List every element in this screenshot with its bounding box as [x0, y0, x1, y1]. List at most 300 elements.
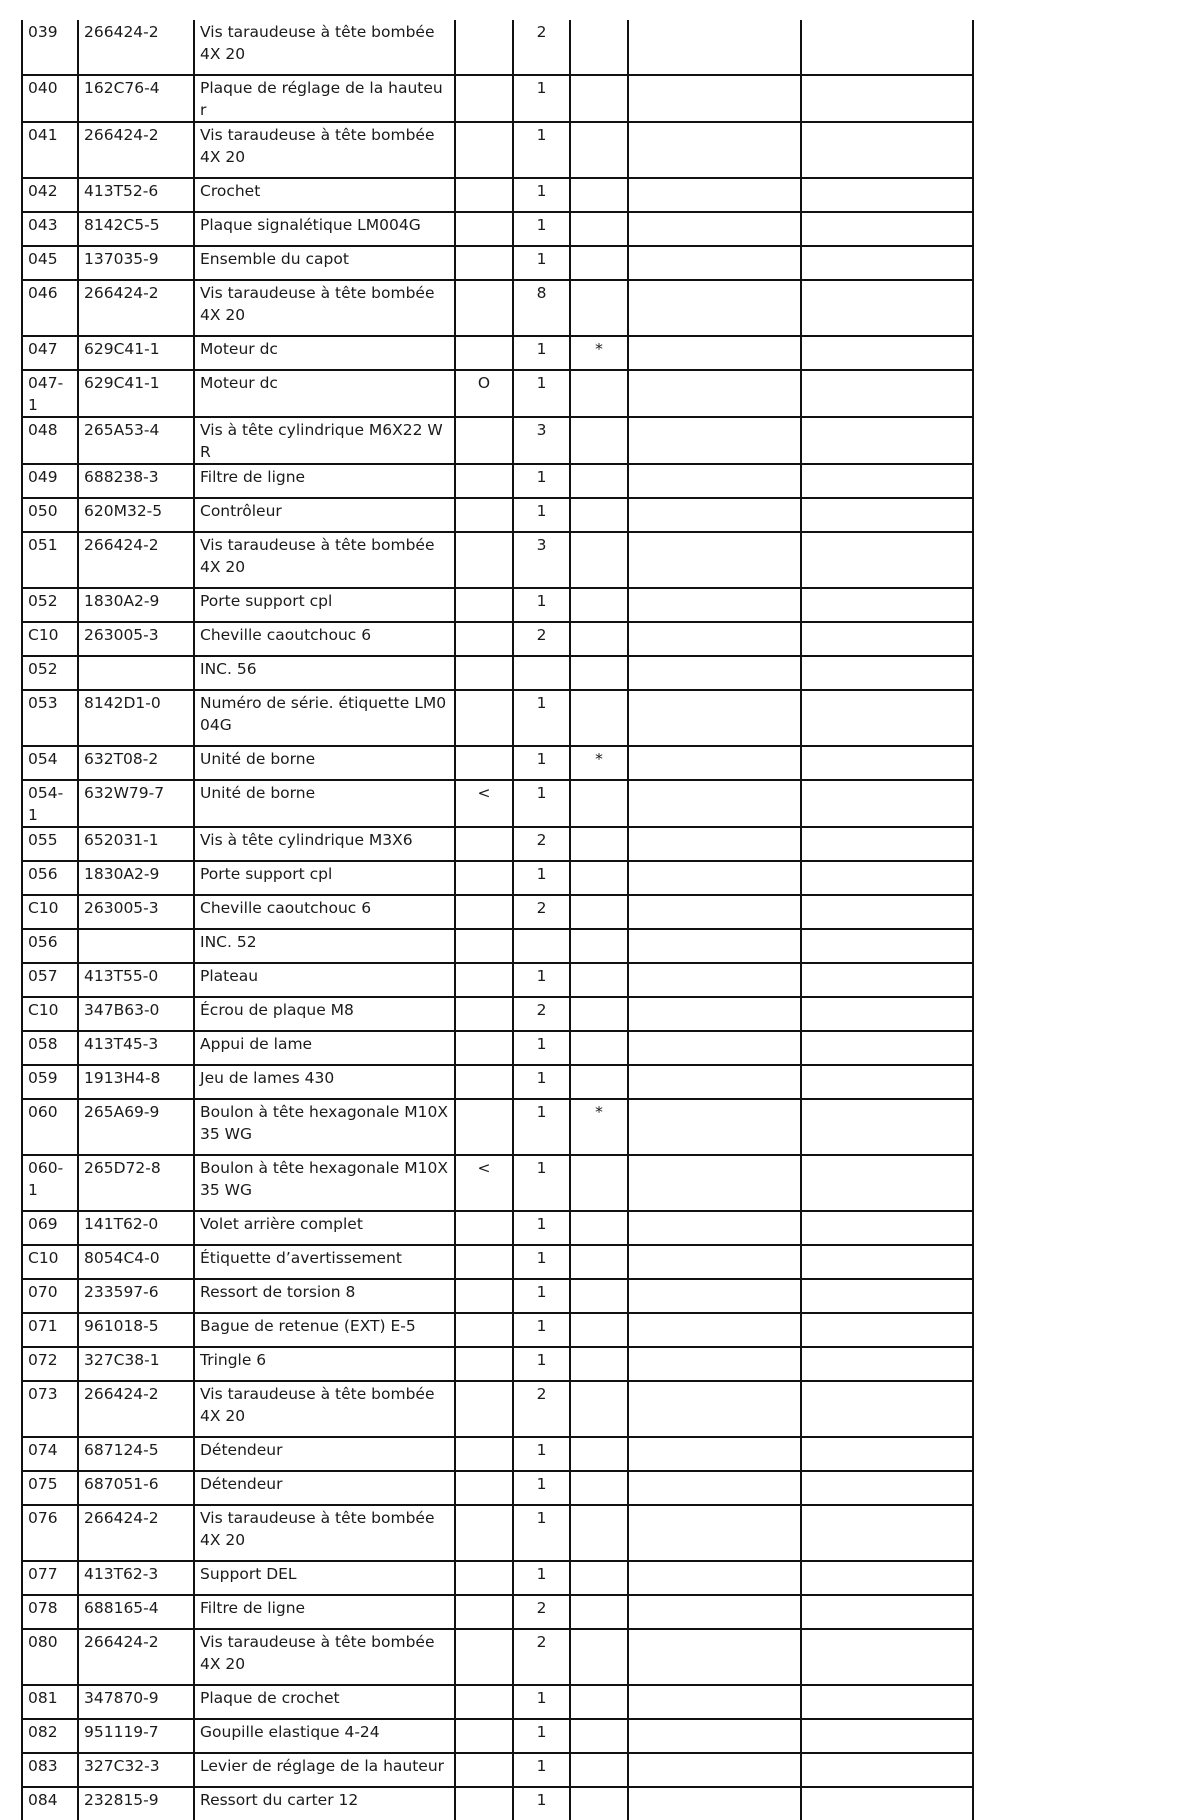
table-row — [22, 861, 973, 895]
part-number: 266424-2 — [78, 1381, 194, 1437]
row-number: C10 — [22, 1245, 78, 1279]
empty-column-2 — [801, 336, 973, 370]
row-number: 055 — [22, 827, 78, 861]
table-row — [22, 464, 973, 498]
quantity: 1 — [513, 122, 570, 178]
note-marker — [570, 656, 628, 690]
part-number: 266424-2 — [78, 532, 194, 588]
quantity: 1 — [513, 1719, 570, 1753]
part-number: 137035-9 — [78, 246, 194, 280]
part-number: 620M32-5 — [78, 498, 194, 532]
change-flag — [455, 1471, 513, 1505]
part-number: 266424-2 — [78, 20, 194, 75]
row-number: 052 — [22, 656, 78, 690]
empty-column-1 — [628, 1347, 801, 1381]
table-row — [22, 1031, 973, 1065]
part-description: Filtre de ligne — [194, 1595, 455, 1629]
part-number: 347B63-0 — [78, 997, 194, 1031]
empty-column-2 — [801, 20, 973, 75]
empty-column-2 — [801, 929, 973, 963]
empty-column-1 — [628, 963, 801, 997]
empty-column-2 — [801, 963, 973, 997]
quantity: 1 — [513, 336, 570, 370]
empty-column-1 — [628, 370, 801, 417]
table-row — [22, 336, 973, 370]
note-marker — [570, 280, 628, 336]
empty-column-1 — [628, 336, 801, 370]
change-flag — [455, 280, 513, 336]
part-description: Plateau — [194, 963, 455, 997]
empty-column-1 — [628, 498, 801, 532]
part-number: 327C32-3 — [78, 1753, 194, 1787]
quantity: 1 — [513, 588, 570, 622]
note-marker — [570, 1155, 628, 1211]
quantity: 1 — [513, 498, 570, 532]
table-row — [22, 498, 973, 532]
part-number: 1830A2-9 — [78, 588, 194, 622]
quantity: 2 — [513, 622, 570, 656]
part-description: Moteur dc — [194, 370, 455, 417]
empty-column-1 — [628, 246, 801, 280]
note-marker — [570, 1685, 628, 1719]
quantity: 2 — [513, 1595, 570, 1629]
empty-column-2 — [801, 417, 973, 464]
note-marker — [570, 1031, 628, 1065]
quantity: 2 — [513, 827, 570, 861]
quantity: 1 — [513, 246, 570, 280]
quantity: 8 — [513, 280, 570, 336]
empty-column-1 — [628, 532, 801, 588]
table-row — [22, 1099, 973, 1155]
change-flag: O — [455, 370, 513, 417]
table-row — [22, 827, 973, 861]
part-number: 265D72-8 — [78, 1155, 194, 1211]
part-number: 266424-2 — [78, 122, 194, 178]
note-marker — [570, 690, 628, 746]
table-row — [22, 963, 973, 997]
part-number: 347870-9 — [78, 1685, 194, 1719]
change-flag — [455, 1245, 513, 1279]
part-description: Unité de borne — [194, 746, 455, 780]
part-number: 629C41-1 — [78, 370, 194, 417]
note-marker: * — [570, 1099, 628, 1155]
row-number: 083 — [22, 1753, 78, 1787]
change-flag — [455, 588, 513, 622]
empty-column-2 — [801, 532, 973, 588]
part-description: Appui de lame — [194, 1031, 455, 1065]
empty-column-1 — [628, 1099, 801, 1155]
quantity: 1 — [513, 1313, 570, 1347]
row-number: 075 — [22, 1471, 78, 1505]
empty-column-1 — [628, 780, 801, 827]
note-marker — [570, 1505, 628, 1561]
table-row — [22, 1787, 973, 1820]
empty-column-2 — [801, 122, 973, 178]
part-number: 629C41-1 — [78, 336, 194, 370]
quantity: 1 — [513, 1245, 570, 1279]
part-number: 687051-6 — [78, 1471, 194, 1505]
part-number: 8054C4-0 — [78, 1245, 194, 1279]
table-row — [22, 532, 973, 588]
part-number: 1830A2-9 — [78, 861, 194, 895]
change-flag — [455, 212, 513, 246]
note-marker — [570, 178, 628, 212]
table-row — [22, 895, 973, 929]
part-description: Vis taraudeuse à tête bombée 4X 20 — [194, 1505, 455, 1561]
note-marker — [570, 1719, 628, 1753]
change-flag — [455, 1719, 513, 1753]
note-marker — [570, 464, 628, 498]
row-number: 070 — [22, 1279, 78, 1313]
change-flag — [455, 895, 513, 929]
row-number: 058 — [22, 1031, 78, 1065]
part-description: Vis à tête cylindrique M6X22 WR — [194, 417, 455, 464]
quantity — [513, 929, 570, 963]
table-row — [22, 1381, 973, 1437]
part-description: Moteur dc — [194, 336, 455, 370]
note-marker — [570, 895, 628, 929]
empty-column-2 — [801, 1279, 973, 1313]
quantity: 1 — [513, 746, 570, 780]
parts-table — [21, 20, 974, 1820]
quantity: 3 — [513, 532, 570, 588]
empty-column-1 — [628, 1561, 801, 1595]
empty-column-1 — [628, 827, 801, 861]
change-flag — [455, 622, 513, 656]
row-number: 072 — [22, 1347, 78, 1381]
table-row — [22, 1753, 973, 1787]
empty-column-1 — [628, 895, 801, 929]
part-number: 687124-5 — [78, 1437, 194, 1471]
empty-column-1 — [628, 417, 801, 464]
part-number: 266424-2 — [78, 1505, 194, 1561]
part-description: Porte support cpl — [194, 861, 455, 895]
part-number: 413T55-0 — [78, 963, 194, 997]
empty-column-1 — [628, 1211, 801, 1245]
part-number — [78, 656, 194, 690]
change-flag — [455, 464, 513, 498]
empty-column-2 — [801, 1719, 973, 1753]
empty-column-1 — [628, 746, 801, 780]
empty-column-2 — [801, 1065, 973, 1099]
change-flag — [455, 963, 513, 997]
empty-column-1 — [628, 1595, 801, 1629]
part-description: Plaque signalétique LM004G — [194, 212, 455, 246]
note-marker: * — [570, 746, 628, 780]
note-marker — [570, 1211, 628, 1245]
change-flag — [455, 861, 513, 895]
empty-column-2 — [801, 370, 973, 417]
table-row — [22, 1595, 973, 1629]
row-number: 073 — [22, 1381, 78, 1437]
table-row — [22, 1279, 973, 1313]
note-marker — [570, 1279, 628, 1313]
part-description: Vis à tête cylindrique M3X6 — [194, 827, 455, 861]
empty-column-2 — [801, 895, 973, 929]
change-flag — [455, 1753, 513, 1787]
change-flag — [455, 656, 513, 690]
note-marker — [570, 1065, 628, 1099]
part-description: Volet arrière complet — [194, 1211, 455, 1245]
empty-column-2 — [801, 861, 973, 895]
quantity: 1 — [513, 1561, 570, 1595]
table-row — [22, 280, 973, 336]
quantity: 1 — [513, 963, 570, 997]
change-flag: < — [455, 780, 513, 827]
empty-column-2 — [801, 1031, 973, 1065]
empty-column-1 — [628, 1753, 801, 1787]
table-row — [22, 746, 973, 780]
part-number: 263005-3 — [78, 895, 194, 929]
row-number: 056 — [22, 929, 78, 963]
part-description: Cheville caoutchouc 6 — [194, 622, 455, 656]
row-number: 084 — [22, 1787, 78, 1820]
quantity: 1 — [513, 861, 570, 895]
part-number: 961018-5 — [78, 1313, 194, 1347]
part-number: 1913H4-8 — [78, 1065, 194, 1099]
part-description: Plaque de réglage de la hauteur — [194, 75, 455, 122]
empty-column-2 — [801, 622, 973, 656]
table-row — [22, 370, 973, 417]
change-flag — [455, 1099, 513, 1155]
table-row — [22, 1437, 973, 1471]
part-number: 327C38-1 — [78, 1347, 194, 1381]
note-marker — [570, 997, 628, 1031]
change-flag — [455, 246, 513, 280]
row-number: 082 — [22, 1719, 78, 1753]
note-marker — [570, 122, 628, 178]
part-description: Vis taraudeuse à tête bombée 4X 20 — [194, 532, 455, 588]
row-number: 046 — [22, 280, 78, 336]
quantity: 1 — [513, 75, 570, 122]
note-marker — [570, 1313, 628, 1347]
part-number: 266424-2 — [78, 1629, 194, 1685]
empty-column-2 — [801, 1471, 973, 1505]
empty-column-1 — [628, 997, 801, 1031]
empty-column-1 — [628, 122, 801, 178]
quantity — [513, 656, 570, 690]
empty-column-2 — [801, 690, 973, 746]
quantity: 1 — [513, 370, 570, 417]
change-flag — [455, 746, 513, 780]
part-description: Goupille elastique 4-24 — [194, 1719, 455, 1753]
part-description: Boulon à tête hexagonale M10X35 WG — [194, 1155, 455, 1211]
part-description: Détendeur — [194, 1471, 455, 1505]
part-description: Support DEL — [194, 1561, 455, 1595]
note-marker — [570, 1437, 628, 1471]
row-number: 060 — [22, 1099, 78, 1155]
change-flag — [455, 1561, 513, 1595]
empty-column-2 — [801, 1685, 973, 1719]
empty-column-2 — [801, 1211, 973, 1245]
change-flag — [455, 1595, 513, 1629]
empty-column-2 — [801, 1753, 973, 1787]
empty-column-1 — [628, 929, 801, 963]
table-row — [22, 1719, 973, 1753]
quantity: 1 — [513, 1437, 570, 1471]
change-flag — [455, 1279, 513, 1313]
table-row — [22, 588, 973, 622]
part-description: Filtre de ligne — [194, 464, 455, 498]
row-number: 050 — [22, 498, 78, 532]
part-description: Contrôleur — [194, 498, 455, 532]
change-flag — [455, 1629, 513, 1685]
part-number: 233597-6 — [78, 1279, 194, 1313]
empty-column-1 — [628, 690, 801, 746]
table-row — [22, 1471, 973, 1505]
empty-column-1 — [628, 20, 801, 75]
empty-column-1 — [628, 1381, 801, 1437]
part-description: Vis taraudeuse à tête bombée 4X 20 — [194, 1381, 455, 1437]
table-row — [22, 1211, 973, 1245]
part-description: Unité de borne — [194, 780, 455, 827]
empty-column-2 — [801, 1787, 973, 1820]
quantity: 1 — [513, 1155, 570, 1211]
quantity: 1 — [513, 1211, 570, 1245]
part-description: Vis taraudeuse à tête bombée 4X 20 — [194, 1629, 455, 1685]
row-number: 045 — [22, 246, 78, 280]
part-number — [78, 929, 194, 963]
part-number: 141T62-0 — [78, 1211, 194, 1245]
row-number: 039 — [22, 20, 78, 75]
quantity: 1 — [513, 1471, 570, 1505]
quantity: 1 — [513, 1347, 570, 1381]
quantity: 3 — [513, 417, 570, 464]
part-description: Ensemble du capot — [194, 246, 455, 280]
part-description: Numéro de série. étiquette LM004G — [194, 690, 455, 746]
empty-column-1 — [628, 622, 801, 656]
note-marker — [570, 1245, 628, 1279]
note-marker — [570, 1629, 628, 1685]
empty-column-1 — [628, 178, 801, 212]
change-flag — [455, 122, 513, 178]
table-row — [22, 212, 973, 246]
row-number: C10 — [22, 895, 78, 929]
change-flag — [455, 498, 513, 532]
empty-column-2 — [801, 1099, 973, 1155]
quantity: 2 — [513, 1381, 570, 1437]
empty-column-2 — [801, 656, 973, 690]
empty-column-2 — [801, 588, 973, 622]
quantity: 1 — [513, 1787, 570, 1820]
change-flag — [455, 1313, 513, 1347]
row-number: 077 — [22, 1561, 78, 1595]
table-row — [22, 1685, 973, 1719]
quantity: 1 — [513, 1099, 570, 1155]
quantity: 1 — [513, 1685, 570, 1719]
quantity: 1 — [513, 212, 570, 246]
part-description: Boulon à tête hexagonale M10X35 WG — [194, 1099, 455, 1155]
change-flag — [455, 1211, 513, 1245]
quantity: 1 — [513, 178, 570, 212]
part-number: 413T52-6 — [78, 178, 194, 212]
part-number: 8142D1-0 — [78, 690, 194, 746]
row-number: 040 — [22, 75, 78, 122]
row-number: 057 — [22, 963, 78, 997]
row-number: 054 — [22, 746, 78, 780]
part-number: 652031-1 — [78, 827, 194, 861]
empty-column-1 — [628, 1685, 801, 1719]
change-flag — [455, 1031, 513, 1065]
quantity: 1 — [513, 464, 570, 498]
part-number: 632T08-2 — [78, 746, 194, 780]
quantity: 1 — [513, 1505, 570, 1561]
table-row — [22, 622, 973, 656]
quantity: 1 — [513, 1031, 570, 1065]
change-flag — [455, 1347, 513, 1381]
part-number: 265A53-4 — [78, 417, 194, 464]
note-marker — [570, 370, 628, 417]
row-number: 059 — [22, 1065, 78, 1099]
empty-column-2 — [801, 498, 973, 532]
part-description: Plaque de crochet — [194, 1685, 455, 1719]
change-flag — [455, 1787, 513, 1820]
empty-column-2 — [801, 1245, 973, 1279]
quantity: 1 — [513, 780, 570, 827]
change-flag — [455, 75, 513, 122]
change-flag — [455, 1437, 513, 1471]
empty-column-2 — [801, 827, 973, 861]
table-row — [22, 780, 973, 827]
empty-column-2 — [801, 1381, 973, 1437]
quantity: 1 — [513, 1753, 570, 1787]
part-description: Bague de retenue (EXT) E-5 — [194, 1313, 455, 1347]
empty-column-1 — [628, 1279, 801, 1313]
table-row — [22, 246, 973, 280]
empty-column-2 — [801, 178, 973, 212]
quantity: 2 — [513, 1629, 570, 1685]
row-number: 081 — [22, 1685, 78, 1719]
row-number: 041 — [22, 122, 78, 178]
quantity: 2 — [513, 895, 570, 929]
part-description: Étiquette d’avertissement — [194, 1245, 455, 1279]
empty-column-2 — [801, 212, 973, 246]
part-number: 8142C5-5 — [78, 212, 194, 246]
part-number: 265A69-9 — [78, 1099, 194, 1155]
table-row — [22, 929, 973, 963]
empty-column-2 — [801, 780, 973, 827]
quantity: 1 — [513, 690, 570, 746]
note-marker — [570, 20, 628, 75]
row-number: 071 — [22, 1313, 78, 1347]
table-row — [22, 997, 973, 1031]
note-marker — [570, 929, 628, 963]
change-flag — [455, 20, 513, 75]
row-number: 047 — [22, 336, 78, 370]
part-number: 632W79-7 — [78, 780, 194, 827]
change-flag — [455, 336, 513, 370]
change-flag — [455, 1065, 513, 1099]
empty-column-1 — [628, 464, 801, 498]
note-marker — [570, 1595, 628, 1629]
row-number: C10 — [22, 622, 78, 656]
note-marker — [570, 532, 628, 588]
note-marker — [570, 827, 628, 861]
part-description: Ressort de torsion 8 — [194, 1279, 455, 1313]
row-number: 049 — [22, 464, 78, 498]
note-marker: * — [570, 336, 628, 370]
row-number: 047-1 — [22, 370, 78, 417]
part-number: 413T62-3 — [78, 1561, 194, 1595]
table-row — [22, 1313, 973, 1347]
table-row — [22, 417, 973, 464]
part-description: INC. 56 — [194, 656, 455, 690]
part-number: 688238-3 — [78, 464, 194, 498]
empty-column-2 — [801, 280, 973, 336]
part-number: 162C76-4 — [78, 75, 194, 122]
note-marker — [570, 212, 628, 246]
empty-column-2 — [801, 75, 973, 122]
